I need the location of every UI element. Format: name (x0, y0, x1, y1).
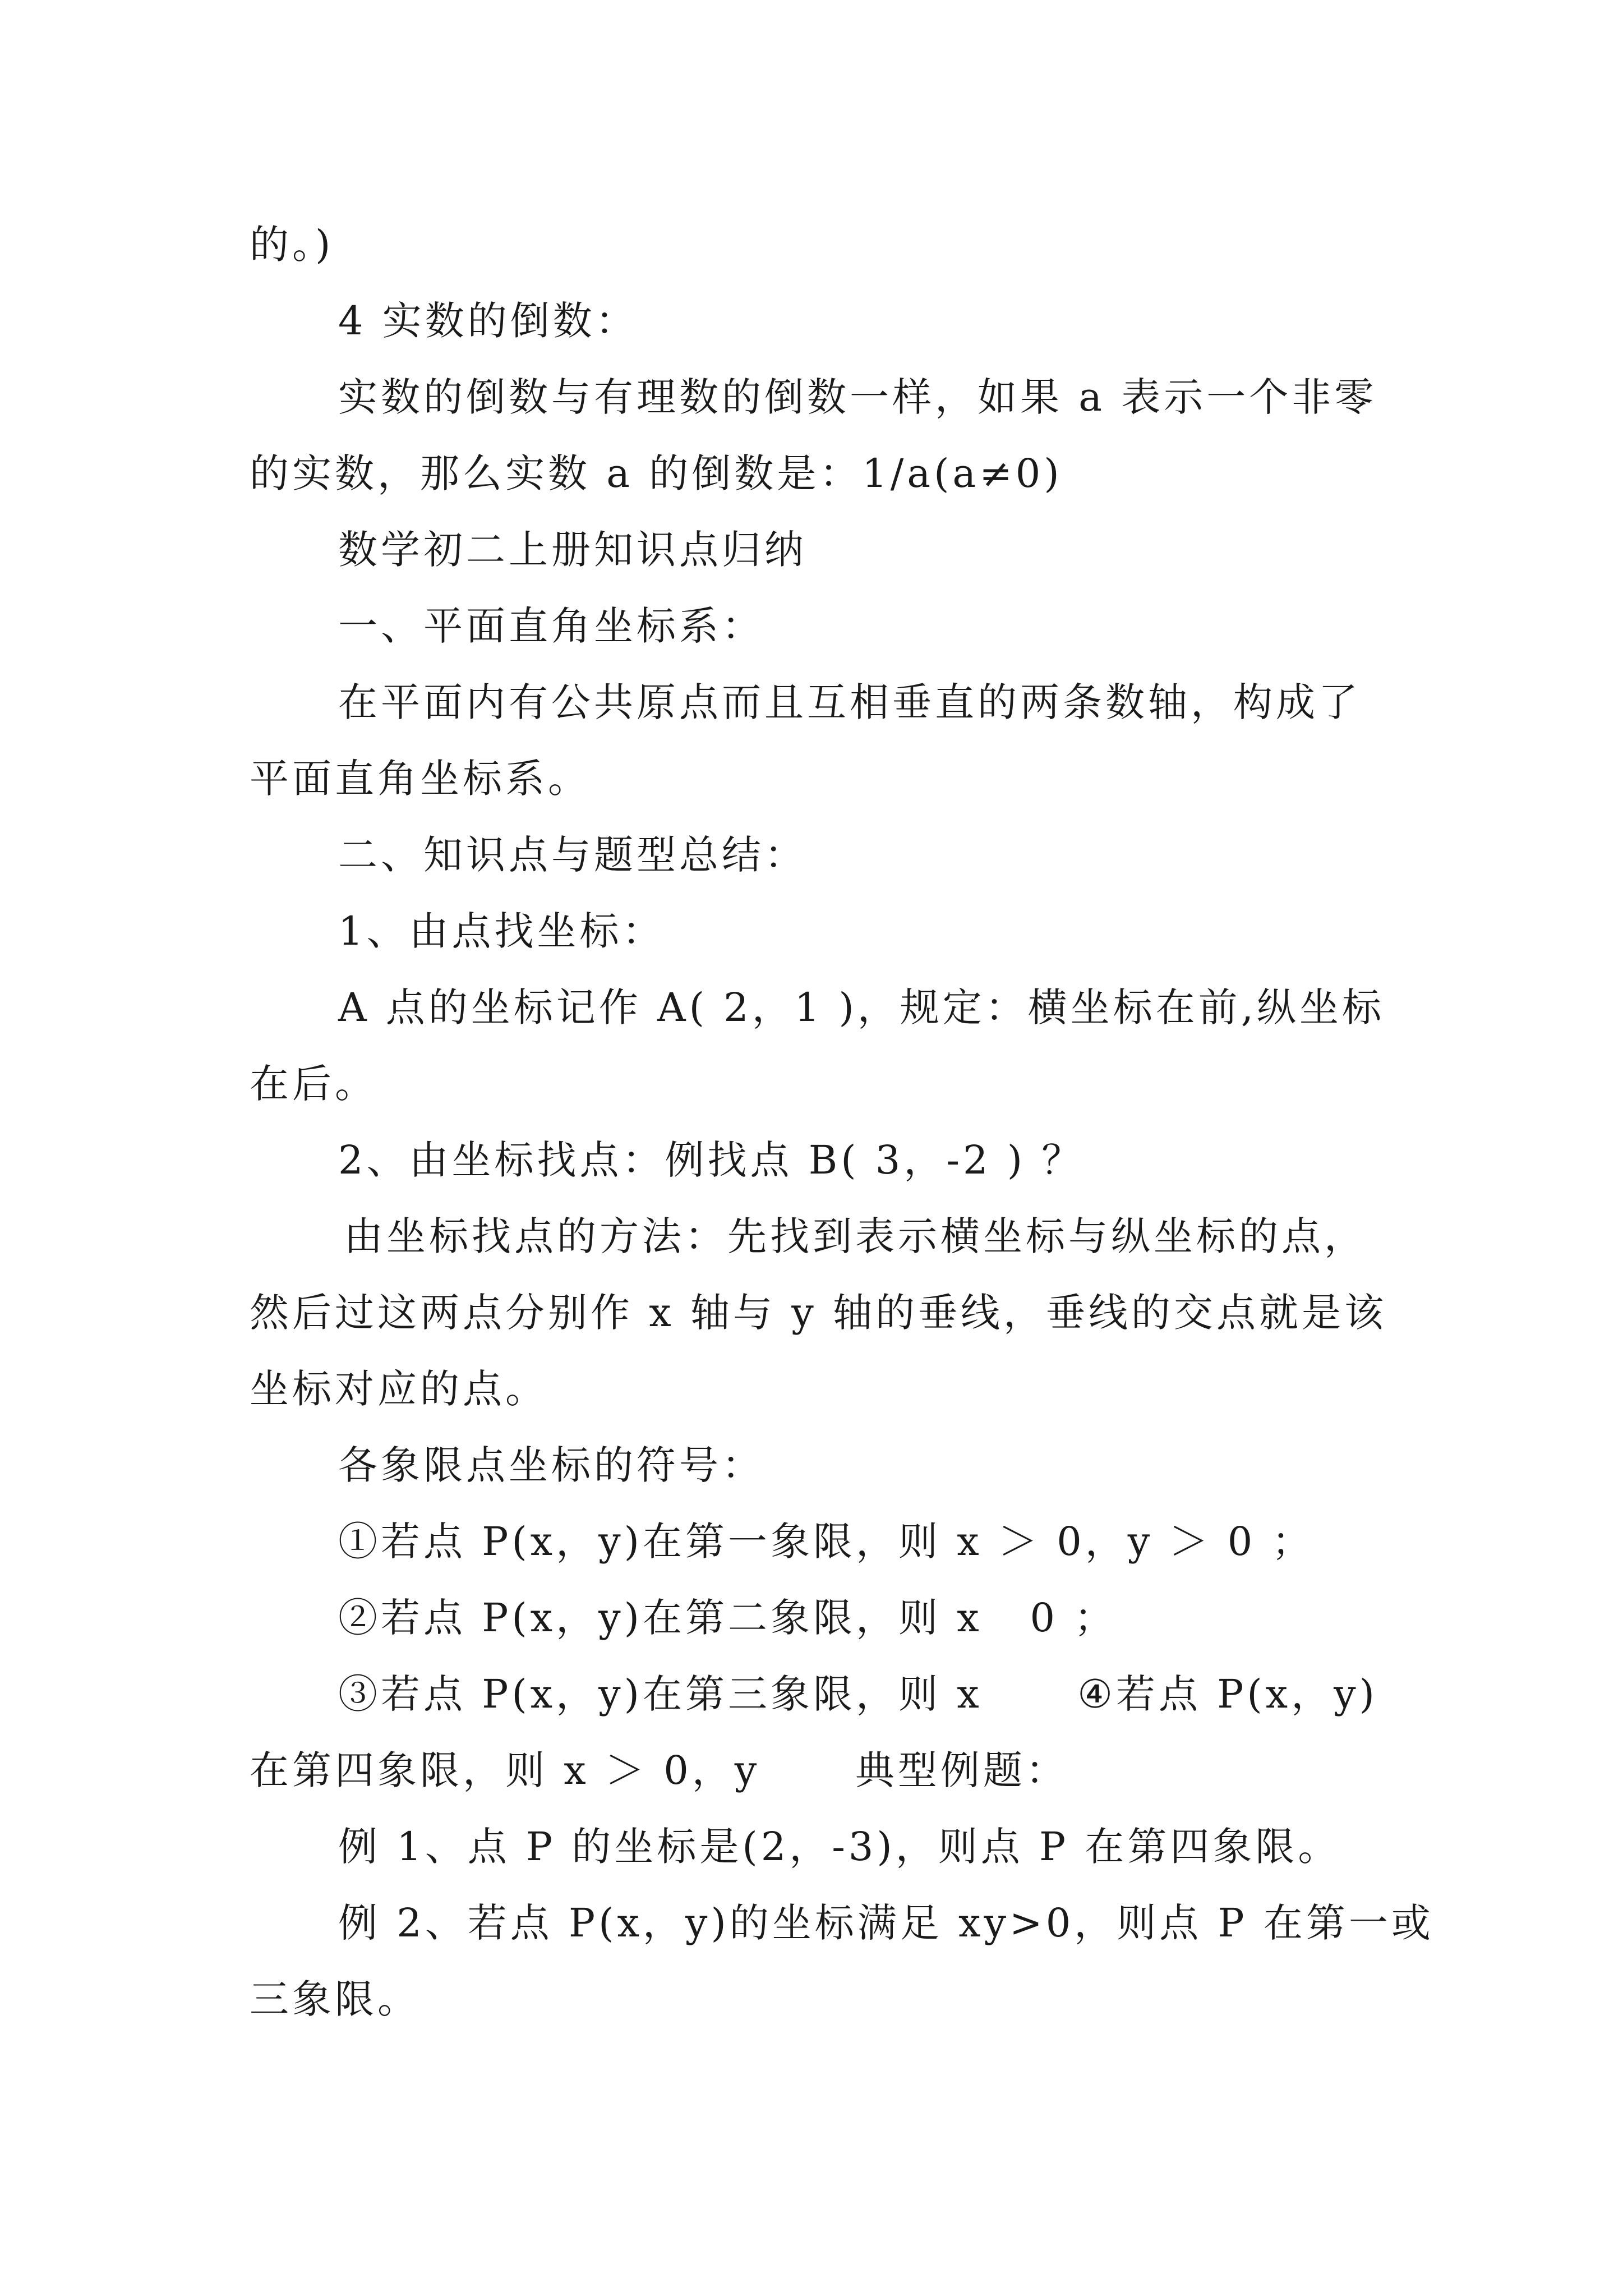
example-2: 例 2、若点 P(x，y)的坐标满足 xy>0，则点 P 在第一或 (338, 1900, 1434, 1946)
text-line-1: 的。) (250, 222, 334, 268)
text-line-17: 各象限点坐标的符号： (338, 1442, 764, 1488)
heading-summary: 二、知识点与题型总结： (338, 832, 807, 878)
text-line-11: A 点的坐标记作 A( 2，1 )，规定：横坐标在前,纵坐标 (338, 984, 1385, 1030)
text-line-24: 三象限。 (250, 1976, 420, 2022)
text-line-21: 在第四象限，则 x ＞ 0，y 典型例题： (250, 1747, 1068, 1793)
quadrant-rule-1: ①若点 P(x，y)在第一象限，则 x ＞ 0，y ＞ 0 ； (338, 1519, 1315, 1565)
text-line-13: 2、由坐标找点：例找点 B( 3，-2 ) ？ (338, 1137, 1085, 1183)
text-line-4: 的实数，那么实数 a 的倒数是：1/a(a≠0) (250, 450, 1063, 496)
text-line-12: 在后。 (250, 1061, 377, 1107)
text-line-2: 4 实数的倒数： (338, 298, 638, 344)
text-line-8: 平面直角坐标系。 (250, 756, 591, 802)
heading-coordinate-system: 一、平面直角坐标系： (338, 603, 764, 649)
text-line-3: 实数的倒数与有理数的倒数一样，如果 a 表示一个非零 (338, 374, 1377, 420)
text-line-15: 然后过这两点分别作 x 轴与 y 轴的垂线，垂线的交点就是该 (250, 1290, 1387, 1336)
text-column (250, 206, 1434, 2037)
section-title: 数学初二上册知识点归纳 (338, 527, 807, 573)
quadrant-rule-3-4: ③若点 P(x，y)在第三象限，则 x ④若点 P(x，y) (338, 1671, 1378, 1717)
text-line-16: 坐标对应的点。 (250, 1366, 548, 1412)
text-line-7: 在平面内有公共原点而且互相垂直的两条数轴，构成了 (338, 679, 1361, 725)
text-line-10: 1、由点找坐标： (338, 908, 665, 954)
example-1: 例 1、点 P 的坐标是(2，-3)，则点 P 在第四象限。 (338, 1824, 1341, 1870)
text-line-14: 由坐标找点的方法：先找到表示横坐标与纵坐标的点， (344, 1213, 1367, 1259)
quadrant-rule-2: ②若点 P(x，y)在第二象限，则 x 0 ； (338, 1595, 1117, 1641)
